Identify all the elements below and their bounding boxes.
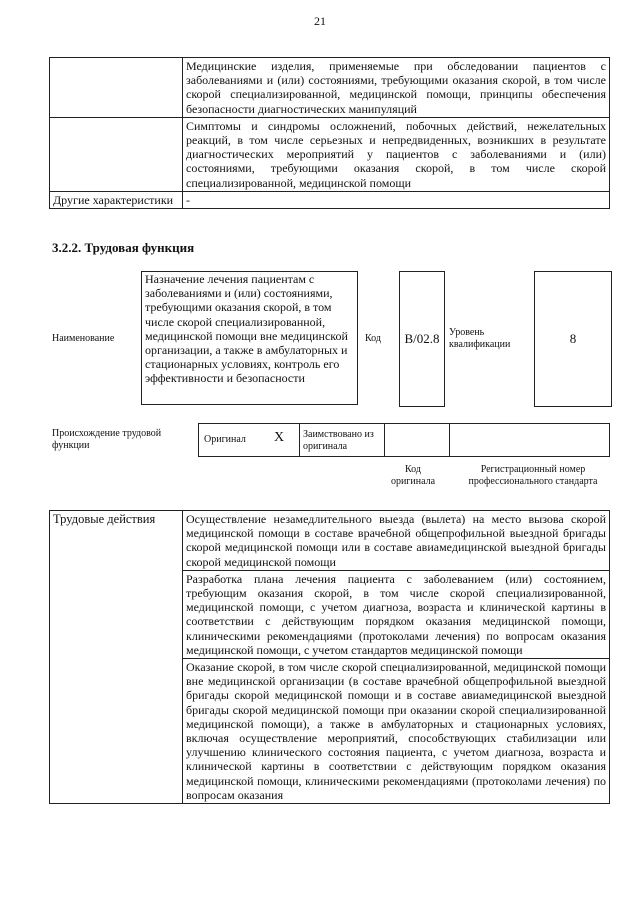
origin-label: Происхождение трудовой функции [52, 428, 162, 451]
labor-action-item: Разработка плана лечения пациента с заболеванием (или) состоянием, требующим оказания скорой, в том числе скорой специализированной, медицинской помощи, с учетом диагноза, возраста и клинической картины в соответствии с действующим порядком оказания медицинской помощи, клиническими рекомендациями (протоколами лечения) по вопросам оказания медицинской помощи, с учетом стандартов медицинской помощи [183, 570, 610, 658]
labor-actions-label: Трудовые действия [50, 511, 183, 804]
characteristics-table [49, 57, 610, 209]
code-label: Код [365, 333, 381, 344]
registration-number-cell [449, 423, 610, 457]
labor-action-item: Оказание скорой, в том числе скорой специализированной, медицинской помощи вне медицинской организации (в составе врачебной общепрофильной выездной бригады скорой медицинской помощи и в составе авиамедицинской выездной бригады скорой медицинской помощи при оказании скорой специализированной медицинской помощи), а также в амбулаторных и стационарных условиях, включая осуществление мероприятий, способствующих стабилизации или улучшению клинического состояния пациента, с учетом диагноза, возраста и клинической картины в соответствии с действующим порядком оказания медицинской помощи, клиническими рекомендациями (протоколами лечения) по вопросам оказания [183, 659, 610, 804]
medical-devices-cell: Медицинские изделия, применяемые при обследовании пациентов с заболеваниями и (или) состояниями, требующими оказания скорой, в том числе скорой специализированной, медицинской помощи, принципы обеспечения безопасности диагностических манипуляций [183, 58, 610, 118]
empty-label-cell [50, 117, 183, 191]
function-code: B/02.8 [399, 271, 445, 407]
other-characteristics-value: - [183, 191, 610, 208]
page-number: 21 [314, 14, 326, 28]
other-characteristics-label: Другие характеристики [50, 191, 183, 208]
borrowed-label: Заимствовано из оригинала [303, 429, 374, 452]
origin-row [198, 423, 610, 457]
qualification-level: 8 [534, 271, 612, 407]
labor-actions-table [49, 510, 610, 804]
original-code-cell [384, 423, 450, 457]
name-label: Наименование [52, 333, 115, 344]
original-label: Оригинал [204, 434, 246, 445]
section-title: 3.2.2. Трудовая функция [52, 240, 195, 255]
original-mark: X [274, 430, 285, 445]
registration-number-caption: Регистрационный номер профессионального стандарта [468, 464, 598, 487]
function-name: Назначение лечения пациентам с заболеваниями и (или) состояниями, требующими оказания скорой, в том числе скорой специализированной, медицинской помощи вне медицинской организации, а также в амбулаторных и стационарных условиях, контроль его эффективности и безопасности [141, 271, 358, 405]
original-code-caption: Код оригинала [390, 464, 436, 487]
empty-label-cell [50, 58, 183, 118]
labor-action-item: Осуществление незамедлительного выезда (вылета) на место вызова скорой медицинской помощи в составе врачебной общепрофильной выездной бригады скорой медицинской помощи или в составе авиамедицинской выездной бригады скорой медицинской помощи [183, 511, 610, 571]
borrowed-cell [299, 423, 385, 457]
complications-cell: Симптомы и синдромы осложнений, побочных действий, нежелательных реакций, в том числе серьезных и непредвиденных, возникших в результате диагностических мероприятий у пациентов с заболеваниями и (или) состояниями, требующими оказания скорой, в том числе скорой специализированной, медицинской помощи [183, 117, 610, 191]
level-label: Уровень квалификации [449, 327, 511, 350]
original-cell [198, 423, 300, 457]
